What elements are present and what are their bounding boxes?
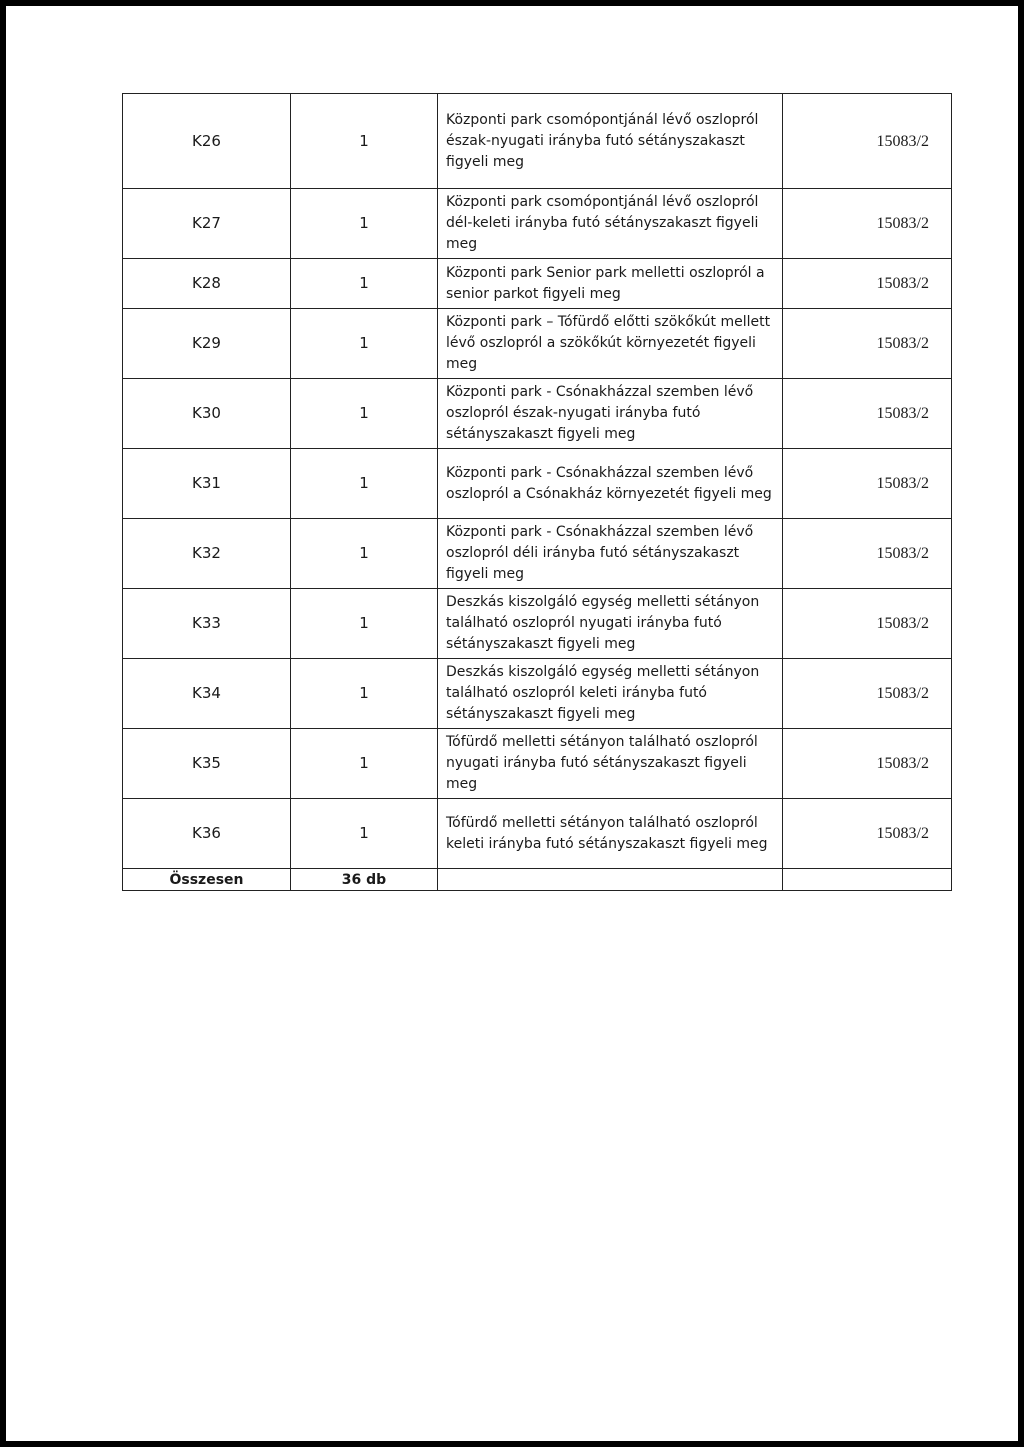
quantity: 1 [291, 309, 438, 379]
camera-id: K27 [123, 189, 291, 259]
description: Központi park csomópontjánál lévő oszlopról dél-keleti irányba futó sétányszakaszt figyeli meg [438, 189, 783, 259]
description: Tófürdő melletti sétányon található oszlopról keleti irányba futó sétányszakaszt figyeli meg [438, 799, 783, 869]
description: Központi park - Csónakházzal szemben lévő oszlopról észak-nyugati irányba futó sétányszakaszt figyeli meg [438, 379, 783, 449]
table-row [123, 449, 952, 519]
lot-number: 15083/2 [783, 729, 952, 799]
description: Központi park - Csónakházzal szemben lévő oszlopról déli irányba futó sétányszakaszt figyeli meg [438, 519, 783, 589]
quantity: 1 [291, 259, 438, 309]
lot-number: 15083/2 [783, 449, 952, 519]
table-row [123, 799, 952, 869]
lot-number: 15083/2 [783, 519, 952, 589]
description: Deszkás kiszolgáló egység melletti sétányon található oszlopról keleti irányba futó sétányszakaszt figyeli meg [438, 659, 783, 729]
camera-id: K26 [123, 94, 291, 189]
description: Központi park Senior park melletti oszlopról a senior parkot figyeli meg [438, 259, 783, 309]
camera-id: K28 [123, 259, 291, 309]
lot-number: 15083/2 [783, 189, 952, 259]
document-page [6, 6, 1018, 1441]
total-quantity: 36 db [291, 869, 438, 891]
description: Tófürdő melletti sétányon található oszlopról nyugati irányba futó sétányszakaszt figyeli meg [438, 729, 783, 799]
total-empty-cell [783, 869, 952, 891]
quantity: 1 [291, 94, 438, 189]
quantity: 1 [291, 729, 438, 799]
quantity: 1 [291, 659, 438, 729]
table-row [123, 259, 952, 309]
lot-number: 15083/2 [783, 589, 952, 659]
camera-id: K29 [123, 309, 291, 379]
camera-id: K34 [123, 659, 291, 729]
lot-number: 15083/2 [783, 799, 952, 869]
description: Központi park – Tófürdő előtti szökőkút mellett lévő oszlopról a szökőkút környezetét figyeli meg [438, 309, 783, 379]
table-row [123, 519, 952, 589]
table-row [123, 589, 952, 659]
table-row [123, 94, 952, 189]
camera-id: K36 [123, 799, 291, 869]
table-row [123, 659, 952, 729]
camera-id: K30 [123, 379, 291, 449]
total-row [123, 869, 952, 891]
table-row [123, 729, 952, 799]
camera-id: K33 [123, 589, 291, 659]
quantity: 1 [291, 449, 438, 519]
table-row [123, 309, 952, 379]
total-empty-cell [438, 869, 783, 891]
table-row [123, 379, 952, 449]
quantity: 1 [291, 799, 438, 869]
quantity: 1 [291, 379, 438, 449]
lot-number: 15083/2 [783, 379, 952, 449]
lot-number: 15083/2 [783, 259, 952, 309]
description: Központi park csomópontjánál lévő oszlopról észak-nyugati irányba futó sétányszakaszt figyeli meg [438, 94, 783, 189]
lot-number: 15083/2 [783, 659, 952, 729]
camera-table [122, 93, 952, 891]
quantity: 1 [291, 589, 438, 659]
camera-id: K32 [123, 519, 291, 589]
table-row [123, 189, 952, 259]
description: Központi park - Csónakházzal szemben lévő oszlopról a Csónakház környezetét figyeli meg [438, 449, 783, 519]
quantity: 1 [291, 519, 438, 589]
camera-id: K31 [123, 449, 291, 519]
lot-number: 15083/2 [783, 94, 952, 189]
description: Deszkás kiszolgáló egység melletti sétányon található oszlopról nyugati irányba futó sétányszakaszt figyeli meg [438, 589, 783, 659]
lot-number: 15083/2 [783, 309, 952, 379]
camera-id: K35 [123, 729, 291, 799]
total-label: Összesen [123, 869, 291, 891]
quantity: 1 [291, 189, 438, 259]
